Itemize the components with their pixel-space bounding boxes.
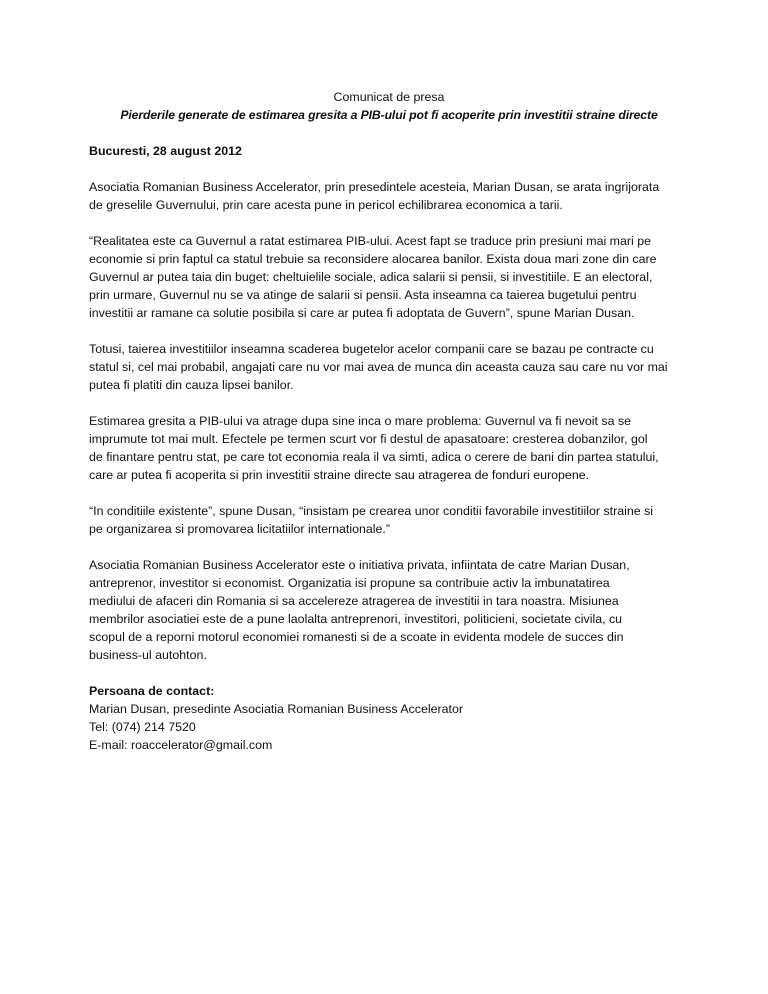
paragraph-line: imprumute tot mai mult. Efectele pe termen scurt vor fi destul de apasatoare: cresterea dobanzilor, gol [89,432,648,446]
paragraph-about [89,556,689,664]
paragraph-line: antreprenor, investitor si economist. Organizatia isi propune sa contribuie activ la imbunatatirea [89,576,610,590]
paragraph-estimate [89,412,689,484]
contact-email: E-mail: roaccelerator@gmail.com [89,738,273,752]
contact-block [89,682,689,754]
dateline-text: Bucuresti, 28 august 2012 [89,144,242,158]
paragraph-line: Totusi, taierea investitiilor inseamna scaderea bugetelor acelor companii care se bazau pe contracte cu [89,342,654,356]
paragraph-conditions [89,502,689,538]
paragraph-line: mediului de afaceri din Romania si sa accelereze atragerea de investitii in tara noastra. Misiunea [89,594,619,608]
paragraph-line: pe organizarea si promovarea licitatiilor internationale.” [89,522,390,536]
page-title: Pierderile generate de estimarea gresita a PIB-ului pot fi acoperite prin investitii straine directe [120,108,658,122]
paragraph-line: Guvernul ar putea taia din buget: cheltuielile sociale, adica salarii si pensii, si investitiile. E an electoral, [89,270,653,284]
paragraph-line: membrilor asociatiei este de a pune laolalta antreprenori, investitori, politicieni, societate civila, cu [89,612,623,626]
spacer [89,124,689,142]
paragraph-line: prin urmare, Guvernul nu se va atinge de salarii si pensii. Asta inseamna ca taierea bugetului pentru [89,288,637,302]
paragraph-line: putea fi platiti din cauza lipsei banilor. [89,378,294,392]
paragraph-intro [89,178,689,214]
dateline [89,142,689,160]
paragraph-line: “In conditiile existente”, spune Dusan, “insistam pe crearea unor conditii favorabile investitiilor straine si [89,504,654,518]
paragraph-line: Estimarea gresita a PIB-ului va atrage dupa sine inca o mare problema: Guvernul va fi nevoit sa se [89,414,632,428]
paragraph-line: de finantare pentru stat, pe care tot economia reala il va simti, adica o cerere de bani din partea statului, [89,450,659,464]
contact-name: Marian Dusan, presedinte Asociatia Romanian Business Accelerator [89,702,463,716]
press-release-page [89,88,689,754]
paragraph-line: de greselile Guvernului, prin care acesta pune in pericol echilibrarea economica a tarii. [89,198,563,212]
contact-phone: Tel: (074) 214 7520 [89,720,196,734]
paragraph-line: care ar putea fi acoperita si prin investitii straine directe sau atragerea de fonduri europene. [89,468,590,482]
paragraph-line: investitii ar ramane ca solutie posibila si care ar putea fi adoptata de Guvern”, spune Marian Dusan. [89,306,635,320]
contact-heading: Persoana de contact: [89,684,215,698]
paragraph-line: scopul de a reporni motorul economiei romanesti si de a scoate in evidenta modele de succes din [89,630,624,644]
paragraph-quote [89,232,689,322]
paragraph-line: business-ul autohton. [89,648,207,662]
paragraph-line: Asociatia Romanian Business Accelerator este o initiativa privata, infiintata de catre Marian Dusan, [89,558,630,572]
paragraph-line: Asociatia Romanian Business Accelerator, prin presedintele acesteia, Marian Dusan, se arata ingrijorata [89,180,660,194]
paragraph-line: “Realitatea este ca Guvernul a ratat estimarea PIB-ului. Acest fapt se traduce prin presiuni mai mari pe [89,234,651,248]
paragraph-line: economie si prin faptul ca statul trebuie sa reconsidere alocarea banilor. Exista doua mari zone din care [89,252,657,266]
kicker: Comunicat de presa [333,90,445,104]
paragraph-line: statul si, cel mai probabil, angajati care nu vor mai avea de munca din aceasta cauza sau care nu vor mai [89,360,668,374]
paragraph-investments [89,340,689,394]
